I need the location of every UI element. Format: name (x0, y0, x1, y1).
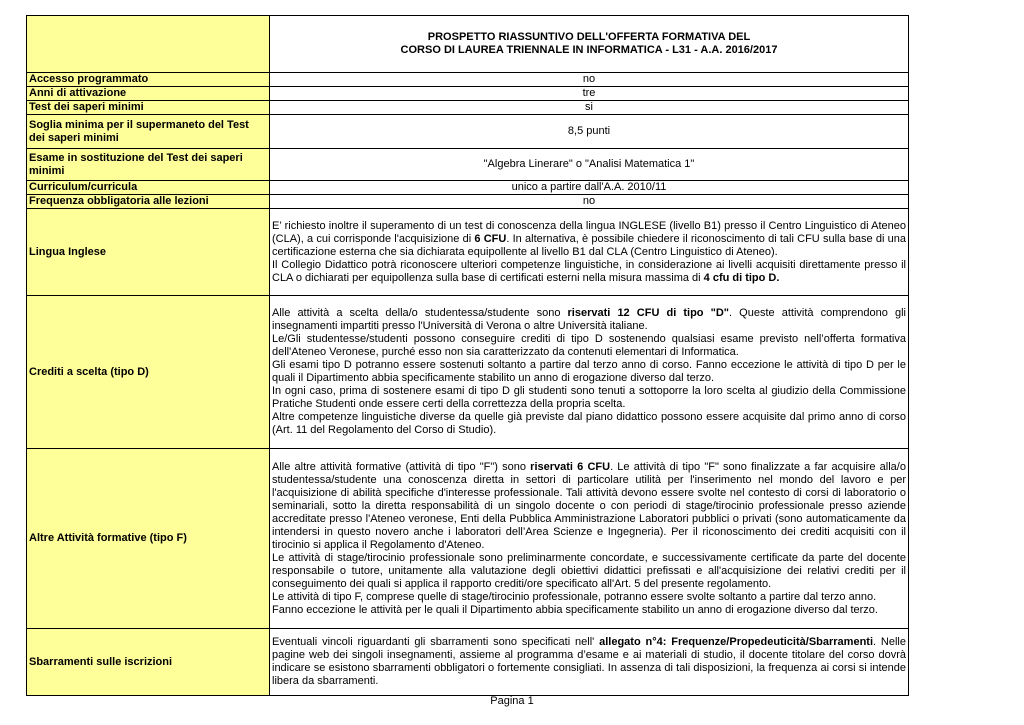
paragraph: Alle altre attività formative (attività di tipo "F") sono riservati 6 CFU. Le attività di tipo "F" sono finalizzate a far acquisire alla/o studentessa/studente una conoscenza diretta in settori di particolare utilità per l'inserimento nel mondo del lavoro e per l'acquisizione di abilità specifiche d'interesse professionale. Tali attività devono essere svolte nel contesto di corsi di laboratorio o seminariali, sotto la diretta responsabilità di un singolo docente o con periodi di stage/tirocinio professionale presso aziende accreditate presso l'Ateneo veronese, Enti della Pubblica Amministrazione Laboratori pubblici o privati (sono automaticamente da intendersi in questo novero anche i laboratori dell’Area Scienze e Ingegneria). Per il riconoscimento dei crediti acquisiti con il tirocinio si applica il Regolamento d'Ateneo. (272, 460, 906, 551)
header-row (27, 16, 909, 73)
row-label-altre: Altre Attività formative (tipo F) (27, 449, 270, 629)
row-text-crediti (270, 296, 909, 449)
table-row (27, 629, 909, 696)
row-value-esame: "Algebra Linerare" o "Analisi Matematica 1" (270, 149, 909, 181)
row-text-altre (270, 449, 909, 629)
paragraph: E’ richiesto inoltre il superamento di un test di conoscenza della lingua INGLESE (livello B1) presso il Centro Linguistico di Ateneo (CLA), a cui corrisponde l'acquisizione di 6 CFU. In alternativa, è possibile chiedere il riconoscimento di tali CFU sulla base di una certificazione esterna che sia dichiarata equipollente al livello B1 dal CLA (Centro Linguistico di Ateneo). (272, 219, 907, 258)
page-footer: Pagina 1 (490, 695, 534, 707)
table-row (27, 149, 909, 181)
table-row (27, 101, 909, 115)
document-title (270, 16, 909, 73)
offerta-formativa-table (26, 15, 909, 696)
table-row (27, 449, 909, 629)
row-value-soglia: 8,5 punti (270, 115, 909, 149)
row-text-sbarramenti (270, 629, 909, 696)
paragraph: Gli esami tipo D potranno essere sostenuti soltanto a partire dal terzo anno di corso. Fanno eccezione le attività di tipo D per le quali il Dipartimento abbia specificamente stabilito un anno di erogazione diverso dal terzo. (272, 359, 906, 384)
paragraph: Fanno eccezione le attività per le quali il Dipartimento abbia specificamente stabilito un anno di erogazione diverso dal terzo. (272, 603, 878, 616)
table-row (27, 87, 909, 101)
table-row (27, 115, 909, 149)
row-label-test: Test dei saperi minimi (27, 101, 270, 115)
title-line-1: PROSPETTO RIASSUNTIVO DELL'OFFERTA FORMATIVA DEL (427, 31, 751, 43)
row-value-test: si (270, 101, 909, 115)
paragraph: Le/Gli studentesse/studenti possono conseguire crediti di tipo D sostenendo qualsiasi esame previsto nell’offerta formativa dell'Ateneo Veronese, purché esso non sia caratterizzato da contenuti elementari di Informatica. (272, 333, 906, 358)
table-row (27, 73, 909, 87)
row-value-anni: tre (270, 87, 909, 101)
row-label-crediti: Crediti a scelta (tipo D) (27, 296, 270, 449)
row-label-frequenza: Frequenza obbligatoria alle lezioni (27, 195, 270, 209)
row-label-accesso: Accesso programmato (27, 73, 270, 87)
paragraph: Le attività di tipo F, comprese quelle di stage/tirocinio professionale, potranno essere svolte soltanto a partire dal terzo anno. (272, 590, 877, 603)
paragraph: Il Collegio Didattico potrà riconoscere ulteriori competenze linguistiche, in considerazione ai livelli acquisiti direttamente presso il CLA o dichiarati per equipollenza sulla base di certificati esterni nella misura massima di 4 cfu di tipo D. (272, 258, 906, 284)
paragraph: In ogni caso, prima di sostenere esami di tipo D gli studenti sono tenuti a sottoporre la loro scelta al giudizio della Commissione Pratiche Studenti onde essere certi della correttezza della propria scelta. (272, 385, 906, 410)
header-empty-cell (27, 16, 270, 73)
table-row (27, 195, 909, 209)
row-label-curriculum: Curriculum/curricula (27, 181, 270, 195)
table-row (27, 209, 909, 296)
paragraph: Le attività di stage/tirocinio professionale sono preliminarmente concordate, e successivamente certificate da parte del docente responsabile o tutore, unitamente alla valutazione degli obiettivi didattici prefissati e all'acquisizione dei relativi crediti per il conseguimento dei quali si applica il rapporto crediti/ore specificato all'Art. 5 del presente regolamento. (272, 551, 906, 590)
row-label-soglia: Soglia minima per il supermaneto del Test dei saperi minimi (27, 115, 270, 149)
row-value-frequenza: no (270, 195, 909, 209)
title-line-2: CORSO DI LAUREA TRIENNALE IN INFORMATICA - L31 - A.A. 2016/2017 (400, 44, 778, 56)
table-row (27, 296, 909, 449)
row-text-lingua (270, 209, 909, 296)
paragraph: Altre competenze linguistiche diverse da quelle già previste dal piano didattico possono essere acquisite dal primo anno di corso (Art. 11 del Regolamento del Corso di Studio). (272, 411, 906, 436)
paragraph: Alle attività a scelta della/o studentessa/studente sono riservati 12 CFU di tipo "D". Queste attività comprendono gli insegnamenti impartiti presso l'Università di Verona o altre Università italiane. (272, 307, 906, 332)
row-label-anni: Anni di attivazione (27, 87, 270, 101)
row-label-sbarramenti: Sbarramenti sulle iscrizioni (27, 629, 270, 696)
row-label-lingua: Lingua Inglese (27, 209, 270, 296)
paragraph: Eventuali vincoli riguardanti gli sbarramenti sono specificati nell' allegato n°4: Frequenze/Propedeuticità/Sbarramenti. Nelle pagine web dei singoli insegnamenti, assieme al programma d’esame e ai materiali di studio, il docente titolare del corso dovrà indicare se esistono sbarramenti obbligatori o fortemente consigliati. In assenza di tali disposizioni, la frequenza ai corsi si intende libera da sbarramenti. (272, 636, 906, 687)
row-label-esame: Esame in sostituzione del Test dei saperi minimi (27, 149, 270, 181)
row-value-curriculum: unico a partire dall'A.A. 2010/11 (270, 181, 909, 195)
table-row (27, 181, 909, 195)
row-value-accesso: no (270, 73, 909, 87)
